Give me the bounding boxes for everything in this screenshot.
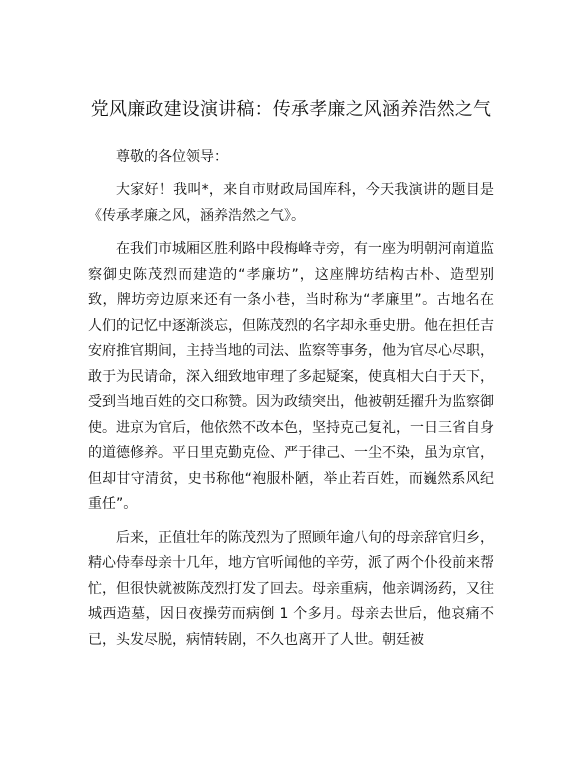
document-title: 党风廉政建设演讲稿：传承孝廉之风涵养浩然之气 bbox=[90, 99, 492, 120]
greeting: 尊敬的各位领导： bbox=[116, 149, 228, 165]
paragraph-xiaolianfang: 在我们市城厢区胜利路中段梅峰寺旁，有一座为明朝河南道监察御史陈茂烈而建造的“孝廉坊”，这座牌坊结构古朴、造型别致，牌坊旁边原来还有一条小巷，当时称为“孝廉里”。古地名在人们的记忆中逐渐淡忘，但陈茂烈的名字却永垂史册。他在担任吉安府推官期间，主持当地的司法、监察等事务，他为官尽心尽职，敢于为民请命，深入细致地审理了多起疑案，使真相大白于天下，受到当地百姓的交口称赞。因为政绩突出，他被朝廷擢升为监察御使。进京为官后，他依然不改本色，坚持克己复礼，一日三省自身的道德修养。平日里克勤克俭、严于律己、一尘不染，虽为京官，但却甘守清贫，史书称他“袍服朴陋，举止若百姓，而巍然系风纪重任”。 bbox=[88, 241, 494, 512]
paragraph-filial-piety: 后来，正值壮年的陈茂烈为了照顾年逾八旬的母亲辞官归乡，精心侍奉母亲十几年，地方官听闻他的辛劳，派了两个仆役前来帮忙，但很快就被陈茂烈打发了回去。母亲重病，他亲调汤药，又往城西造墓，因日夜操劳而病倒 1 个多月。母亲去世后，他哀痛不已，头发尽脱，病情转剧，不久也离开了人世。朝廷被 bbox=[88, 529, 494, 648]
paragraph-intro: 大家好！我叫*，来自市财政局国库科，今天我演讲的题目是《传承孝廉之风，涵养浩然之气》。 bbox=[88, 182, 494, 224]
